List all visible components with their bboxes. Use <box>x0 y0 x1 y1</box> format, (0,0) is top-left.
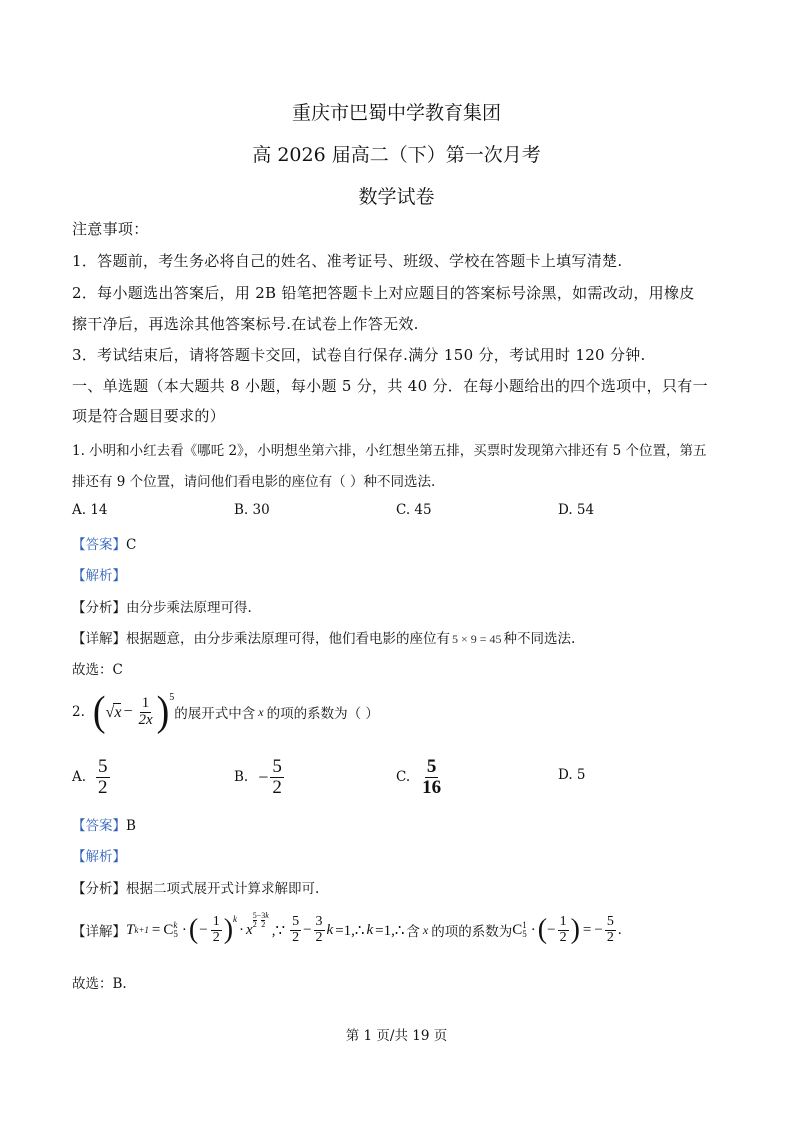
section-heading-line1: 一、单选题（本大题共 8 小题，每小题 5 分，共 40 分．在每小题给出的四个选项中，只有一 <box>72 377 708 395</box>
answer-tag: 【答案】 <box>72 537 126 553</box>
q1-stem-line2: 排还有 9 个位置，请问他们看电影的座位有（ ）种不同选法. <box>72 474 436 490</box>
q2-number: 2. <box>72 704 85 720</box>
school-title: 重庆市巴蜀中学教育集团 <box>291 102 501 124</box>
xiangjie-tag: 【详解】 <box>72 631 126 647</box>
q2-answer: 【答案】B <box>72 818 136 834</box>
q2-stem <box>72 690 379 734</box>
q2-exponent: 5 <box>169 692 175 703</box>
answer-value: C <box>126 537 137 553</box>
q1-option-b: B. 30 <box>234 502 270 518</box>
q2-expression <box>93 690 174 734</box>
jiexi-tag: 【解析】 <box>72 568 126 584</box>
section-heading-line2: 项是符合题目要求的） <box>72 407 226 425</box>
right-paren: ) <box>156 688 170 736</box>
q2-stem-post: 的展开式中含 <box>174 706 256 722</box>
fenxi-text: 由分步乘法原理可得. <box>126 600 252 616</box>
q2-solution-formula: T k+1 = C k 5 · ( − $\frac{1}{2}$ ) $^k$ · x 5 2 − $\frac{3}{2}$ k ,∵ $\frac{5}{2}$ − $\frac{3}{2}$ k =1,∴ k =1,∴ <box>126 911 405 945</box>
notice-item-1: 1．答题前，考生务必将自己的姓名、准考证号、班级、学校在答题卡上填写清楚. <box>72 252 623 270</box>
q2-option-a: A. $\frac{5}{2}$ <box>72 756 108 798</box>
q2-jiexi: 【解析】 <box>72 849 126 865</box>
fenxi-tag: 【分析】 <box>72 600 126 616</box>
subject-title: 数学试卷 <box>358 186 435 208</box>
q2-option-b: B. − $\frac{5}{2}$ <box>234 756 282 798</box>
q2-stem-end: 的项的系数为（ ） <box>266 706 379 722</box>
q1-answer <box>72 533 136 553</box>
notice-heading: 注意事项： <box>72 220 149 238</box>
xiangjie-text: 根据题意，由分步乘法原理可得，他们看电影的座位有 <box>126 631 450 647</box>
q2-guxuan: 故选：B. <box>72 976 127 992</box>
q1-option-a: A. 14 <box>72 502 108 518</box>
q1-option-c: C. 45 <box>396 502 432 518</box>
q1-option-d: D. 54 <box>558 502 595 518</box>
page-footer: 第 1 页/共 19 页 <box>345 1028 448 1044</box>
q2-xiangjie: 【详解】 T k+1 = C k 5 · ( − $\frac{1}{2}$ ) $^k$ · x 5 2 − $\frac{3}{2}$ k ,∵ $\frac{5}{2}$ − $\frac{3}{2}$ k =1,∴ k =1,∴ 含 x 的项的系数为 C 1 5 · ( − $\frac{1}{2}$ ) = − $\frac{5}{2}$ . <box>72 911 622 945</box>
left-paren: ( <box>92 688 106 736</box>
q2-stem-var: x <box>258 704 264 719</box>
xiangjie-formula: 5 × 9 = 45 <box>452 632 502 646</box>
notice-item-2b: 擦干净后，再选涂其他答案标号.在试卷上作答无效. <box>72 315 419 333</box>
q2-fraction: $\frac{1}{2x}$ <box>138 694 153 728</box>
q2-option-c: C. $\frac{5}{16}$ <box>396 756 442 798</box>
notice-item-3: 3．考试结束后，请将答题卡交回，试卷自行保存.满分 150 分，考试用时 120 分钟. <box>72 346 646 364</box>
xiangjie-post: 种不同选法. <box>503 631 576 647</box>
q1-guxuan: 故选：C <box>72 662 123 678</box>
q2-option-d: D. 5 <box>558 767 586 783</box>
minus-sign: − <box>123 703 133 720</box>
q1-stem-line1: 1. 小明和小红去看《哪吒 2》，小明想坐第六排，小红想坐第五排，买票时发现第六排还有 5 个位置，第五 <box>72 443 707 459</box>
q1-jiexi <box>72 564 126 584</box>
q1-fenxi <box>72 596 252 616</box>
q1-xiangjie <box>72 627 575 647</box>
notice-item-2a: 2．每小题选出答案后，用 2B 铅笔把答题卡上对应题目的答案标号涂黑，如需改动，用橡皮 <box>72 284 695 302</box>
q2-fenxi: 【分析】根据二项式展开式计算求解即可. <box>72 881 320 897</box>
exam-title: 高 2026 届高二（下）第一次月考 <box>252 144 541 166</box>
sqrt-term: √x <box>105 703 122 721</box>
